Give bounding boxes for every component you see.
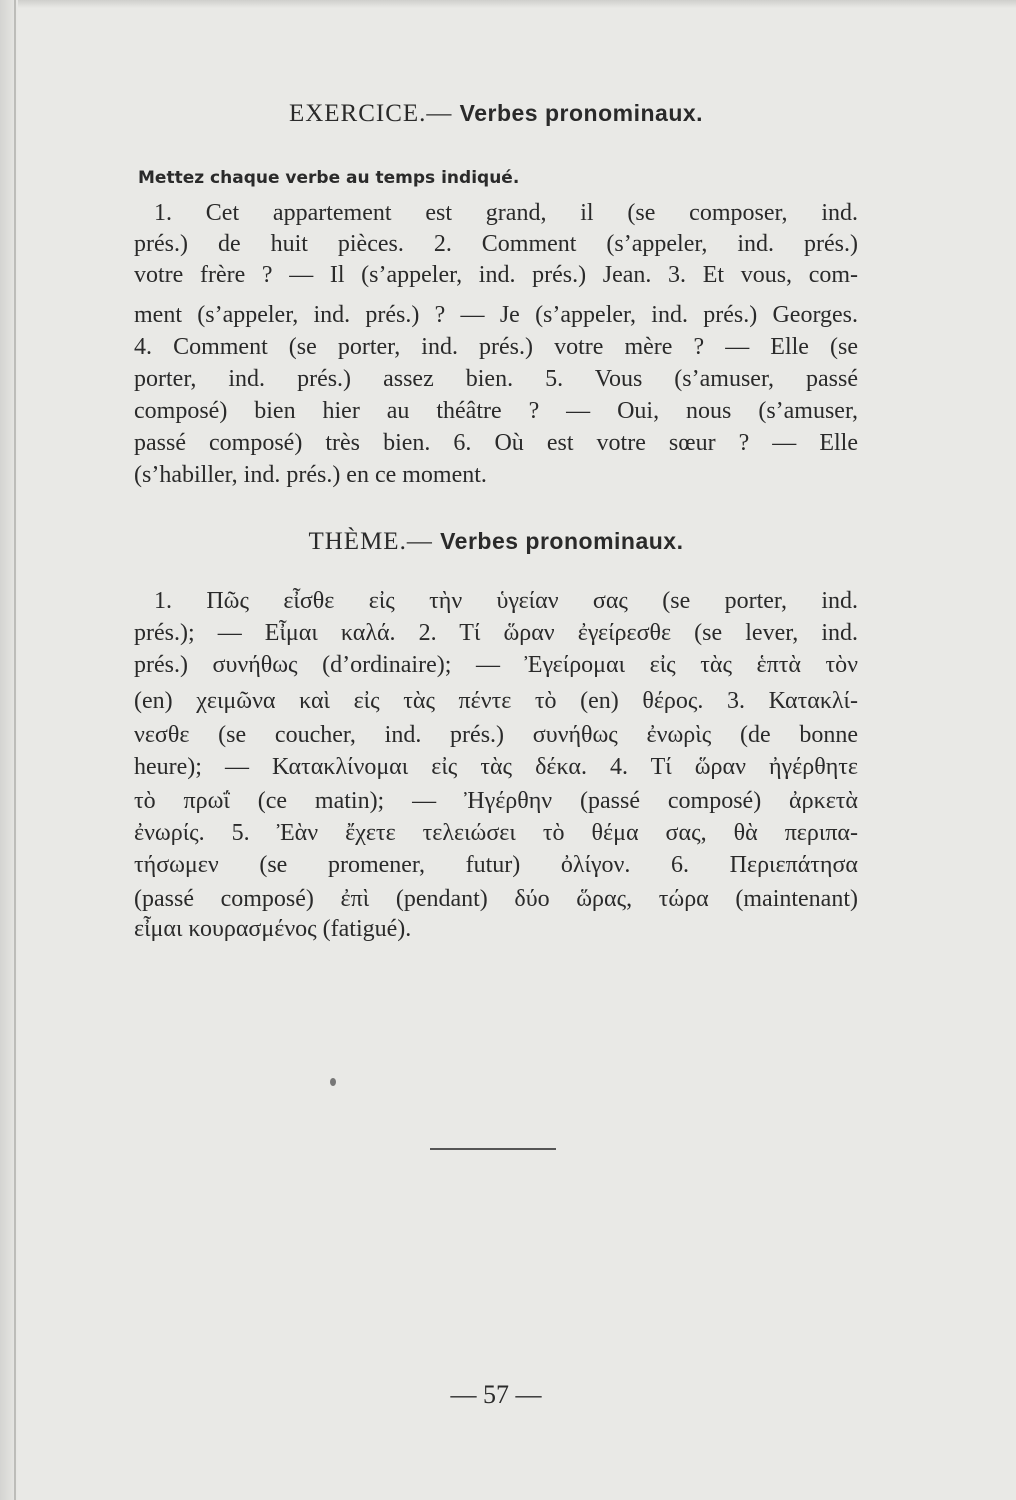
theme-line: 1. Πῶς εἶσθε εἰς τὴν ὑγείαν σας (se porter, ind. [154, 588, 858, 614]
exercice-line: 4. Comment (se porter, ind. prés.) votre mère ? — Elle (se [134, 334, 858, 360]
exercice-line: (s’habiller, ind. prés.) en ce moment. [134, 462, 487, 488]
theme-heading-title: Verbes pronominaux. [440, 528, 684, 554]
book-page [134, 0, 858, 1500]
exercice-heading-title: Verbes pronominaux. [459, 100, 704, 126]
exercice-line: passé composé) très bien. 6. Où est votre sœur ? — Elle [134, 430, 858, 456]
exercice-instruction: Mettez chaque verbe au temps indiqué. [138, 168, 520, 188]
theme-line: τὸ πρωΐ (ce matin); — Ἠγέρθην (passé composé) ἀρκετὰ [134, 788, 858, 814]
theme-line: prés.); — Εἶμαι καλά. 2. Τί ὥραν ἐγείρεσθε (se lever, ind. [134, 620, 858, 646]
exercice-line: votre frère ? — Il (s’appeler, ind. prés.) Jean. 3. Et vous, com- [134, 262, 858, 288]
theme-line: νεσθε (se coucher, ind. prés.) συνήθως ἐνωρὶς (de bonne [134, 722, 858, 748]
exercice-heading [134, 100, 858, 128]
ink-speck [330, 1078, 336, 1086]
exercice-line: composé) bien hier au théâtre ? — Oui, nous (s’amuser, [134, 398, 858, 424]
theme-line: τήσωμεν (se promener, futur) ὀλίγον. 6. Περιεπάτησα [134, 852, 858, 878]
exercice-heading-prefix: EXERCICE.— [288, 100, 460, 127]
theme-line: (passé composé) ἐπὶ (pendant) δύο ὥρας, τώρα (maintenant) [134, 886, 858, 912]
section-end-rule [430, 1148, 556, 1150]
exercice-line: prés.) de huit pièces. 2. Comment (s’appeler, ind. prés.) [134, 231, 858, 257]
exercice-line: 1. Cet appartement est grand, il (se composer, ind. [154, 200, 858, 226]
theme-line: prés.) συνήθως (d’ordinaire); — Ἐγείρομαι εἰς τὰς ἑπτὰ τὸν [134, 652, 858, 678]
scan-binding-line [14, 0, 16, 1500]
theme-line: εἶμαι κουρασμένος (fatigué). [134, 916, 412, 942]
theme-line: (en) χειμῶνα καὶ εἰς τὰς πέντε τὸ (en) θέρος. 3. Κατακλί- [134, 688, 858, 714]
theme-line: ἐνωρίς. 5. Ἐὰν ἔχετε τελειώσει τὸ θέμα σας, θὰ περιπα- [134, 820, 858, 846]
theme-heading [134, 528, 858, 556]
exercice-line: porter, ind. prés.) assez bien. 5. Vous (s’amuser, passé [134, 366, 858, 392]
page-number: — 57 — [450, 1380, 542, 1409]
theme-line: heure); — Κατακλίνομαι εἰς τὰς δέκα. 4. Τί ὥραν ἠγέρθητε [134, 754, 858, 780]
exercice-line: ment (s’appeler, ind. prés.) ? — Je (s’appeler, ind. prés.) Georges. [134, 302, 858, 328]
theme-heading-prefix: THÈME.— [308, 528, 441, 555]
